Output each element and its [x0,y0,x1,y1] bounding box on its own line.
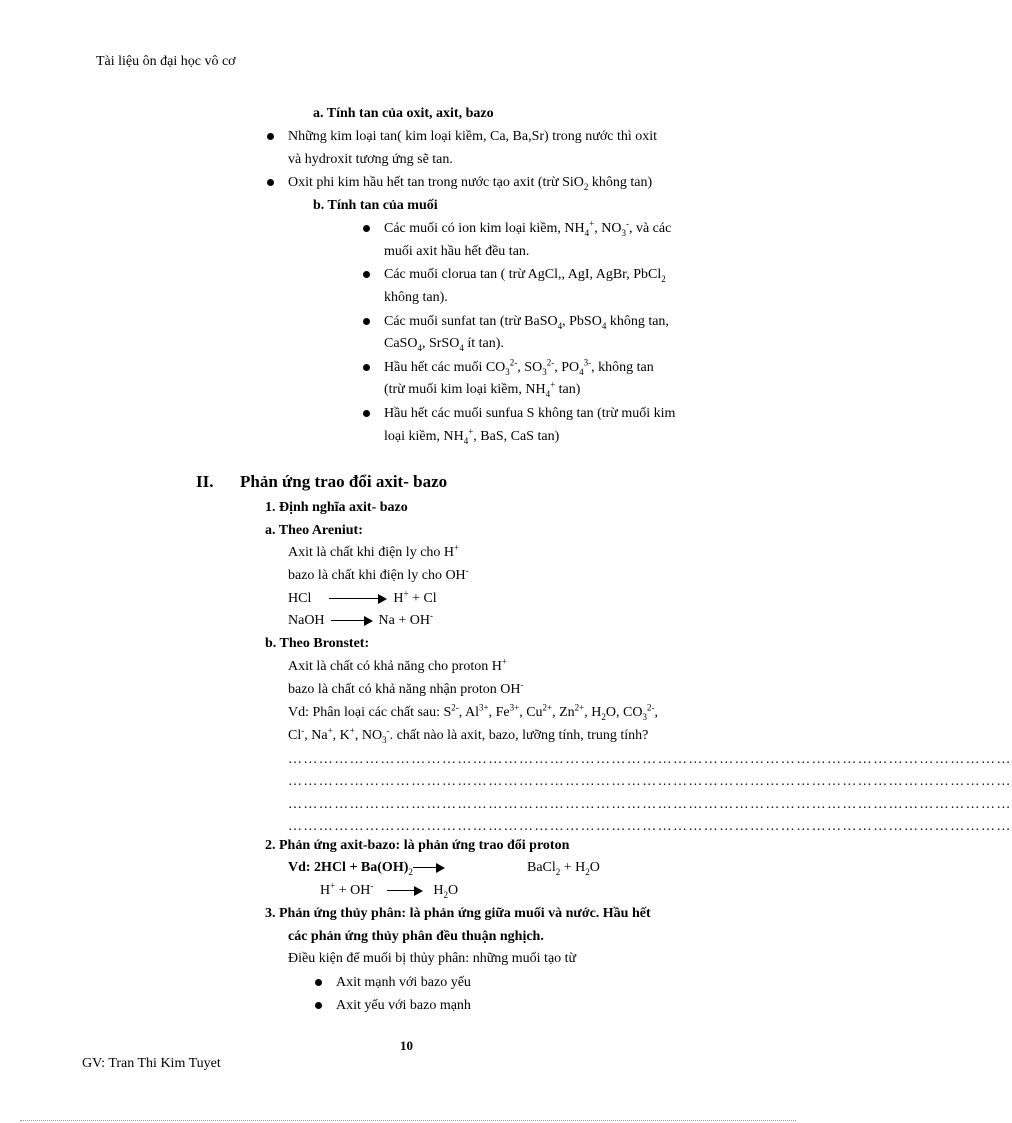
text: + H [560,860,586,875]
text: HCl [288,591,312,606]
text: , Al [458,705,480,720]
page-footer: GV: Tran Thi Kim Tuyet [82,1056,221,1071]
superscript: - [386,725,390,736]
reaction-product [527,858,600,878]
arrow-icon [413,863,445,873]
text: không tan) [588,175,653,190]
text: Axit là chất có khả năng cho proton H [288,659,502,674]
text: H [393,591,404,606]
areniut-line [288,543,459,563]
answer-dotted-line: …………………………………………………………………………………………………………………………… [288,819,1012,834]
text: O [589,860,600,875]
text: Các muối clorua tan ( trừ AgCl,, AgI, AgBr, PbCl [384,267,662,282]
superscript: 2+ [574,702,585,713]
acid-base-reaction-title: 2. Phản ứng axit-bazo: là phản ứng trao đổi proton [265,838,570,853]
subscript: 4 [463,435,469,446]
subscript: 2 [408,866,413,877]
superscript: 3+ [479,702,489,713]
superscript: + [403,588,409,599]
equation-hcl [288,589,437,609]
superscript: - [301,725,305,736]
hydrolysis-condition: Điều kiện để muối bị thủy phân: những muối tạo từ [288,951,577,966]
superscript: - [465,565,469,576]
subscript: 2 [443,889,448,900]
text: , BaS, CaS tan) [473,429,560,444]
text: CaSO [384,336,418,351]
exercise-line [288,726,648,746]
section-2-title: Phản ứng trao đổi axit- bazo [240,472,448,491]
superscript: - [430,610,433,621]
arrow-icon [329,594,387,604]
text: (trừ muối kim loại kiềm, NH [384,382,546,397]
salt-continuation: không tan). [384,290,448,305]
text: , H [584,705,602,720]
text: , [654,705,658,720]
text: O [447,883,459,898]
page-bottom-rule [20,1120,796,1121]
subscript: 3 [542,366,547,377]
text: , SrSO [421,336,460,351]
subscript: 3 [642,711,647,722]
answer-dotted-line: …………………………………………………………………………………………………………………………… [288,797,1012,812]
bullet-continuation: và hydroxit tương ứng sẽ tan. [288,152,453,167]
arrow-icon [387,886,423,896]
subscript: 4 [545,388,551,399]
salt-item [384,219,671,239]
areniut-line [288,566,469,586]
definition-title: 1. Định nghĩa axit- bazo [265,500,408,515]
superscript: 2- [546,357,555,368]
text: NaOH [288,613,325,628]
text: , PbSO [562,314,602,329]
ionic-equation [320,881,458,901]
page-number: 10 [400,1038,413,1053]
salt-continuation [384,334,504,354]
subscript: 4 [584,227,590,238]
text: , Fe [488,705,510,720]
condition-item: Axit yếu với bazo mạnh [336,996,471,1016]
bullet-item: Những kim loại tan( kim loại kiềm, Ca, Ba,Sr) trong nước thì oxit [288,127,657,147]
superscript: 2+ [542,702,553,713]
text: bazo là chất có khả năng nhận proton OH [288,682,521,697]
section-a-title: a. Tính tan của oxit, axit, bazo [313,106,494,121]
exercise-line [288,703,658,723]
text: Axit là chất khi điện ly cho H [288,545,455,560]
condition-item: Axit mạnh với bazo yếu [336,973,471,993]
areniut-title: a. Theo Areniut: [265,523,363,538]
page-header: Tài liệu ôn đại học vô cơ [96,54,236,69]
text: + OH [335,883,371,898]
subscript: 4 [557,320,563,331]
superscript: - [520,679,524,690]
text: Oxit phi kim hầu hết tan trong nước tạo axit (trừ SiO [288,175,584,190]
answer-dotted-line: …………………………………………………………………………………………………………………………… [288,752,1012,767]
text: Cl [288,728,302,743]
text: Na + OH [378,613,430,628]
text: BaCl [527,860,556,875]
text: ít tan). [463,336,504,351]
bronstet-line [288,657,507,677]
superscript: 2- [451,702,459,713]
superscript: 3+ [509,702,520,713]
answer-dotted-line: …………………………………………………………………………………………………………………………… [288,774,1012,789]
section-b-title: b. Tính tan của muối [313,198,438,213]
text: , NO [594,221,622,236]
subscript: 4 [417,342,422,353]
superscript: + [327,725,333,736]
text: , PO [554,360,580,375]
subscript: 2 [661,273,666,284]
superscript: + [550,379,556,390]
text: H [320,883,331,898]
text: , không tan [591,360,654,375]
text: , NO [354,728,383,743]
superscript: + [589,218,595,229]
salt-item: Hầu hết các muối sunfua S không tan (trừ muối kim [384,404,675,424]
salt-item [384,358,654,378]
salt-continuation [384,427,559,447]
text: . chất nào là axit, bazo, lưỡng tính, trung tính? [389,728,649,743]
text: không tan, [606,314,669,329]
arrow-icon [331,616,373,626]
superscript: 2- [646,702,655,713]
superscript: + [330,880,336,891]
text: bazo là chất khi điện ly cho OH [288,568,466,583]
equation-naoh [288,611,433,631]
text: Hầu hết các muối CO [384,360,506,375]
text: , Zn [552,705,575,720]
text: , SO [517,360,543,375]
text: + Cl [408,591,437,606]
text: H [433,883,444,898]
text: loại kiềm, NH [384,429,464,444]
salt-item [384,312,669,332]
subscript: 2 [585,866,590,877]
text: , Cu [519,705,543,720]
hydrolysis-title-continuation: các phản ứng thủy phân đều thuận nghịch. [288,929,544,944]
bronstet-line [288,680,523,700]
subscript: 4 [459,342,464,353]
superscript: + [468,426,474,437]
superscript: + [501,656,507,667]
text: , và các [628,221,672,236]
hydrolysis-title: 3. Phản ứng thủy phân: là phản ứng giữa muối và nước. Hầu hết [265,906,651,921]
subscript: 2 [601,711,606,722]
salt-continuation: muối axit hầu hết đều tan. [384,244,530,259]
subscript: 4 [601,320,607,331]
text: , Na [304,728,328,743]
superscript: + [454,542,460,553]
text: Vd: 2HCl + Ba(OH) [288,860,409,875]
text: , K [332,728,350,743]
subscript: 4 [579,366,584,377]
salt-continuation [384,380,580,400]
salt-item [384,265,666,285]
subscript: 3 [621,227,626,238]
subscript: 3 [505,366,510,377]
text: tan) [555,382,581,397]
bullet-item [288,173,652,193]
section-2-number: II. [196,472,214,491]
text: Các muối có ion kim loại kiềm, NH [384,221,585,236]
superscript: 3- [583,357,592,368]
subscript: 2 [583,181,589,192]
reaction-example [288,858,451,878]
superscript: - [370,880,374,891]
superscript: - [625,218,629,229]
text: O, CO [605,705,643,720]
text: Các muối sunfat tan (trừ BaSO [384,314,558,329]
text: Vd: Phân loại các chất sau: S [288,705,452,720]
subscript: 3 [382,734,387,745]
subscript: 2 [555,866,561,877]
superscript: + [349,725,355,736]
superscript: 2- [509,357,518,368]
bronstet-title: b. Theo Bronstet: [265,636,370,651]
